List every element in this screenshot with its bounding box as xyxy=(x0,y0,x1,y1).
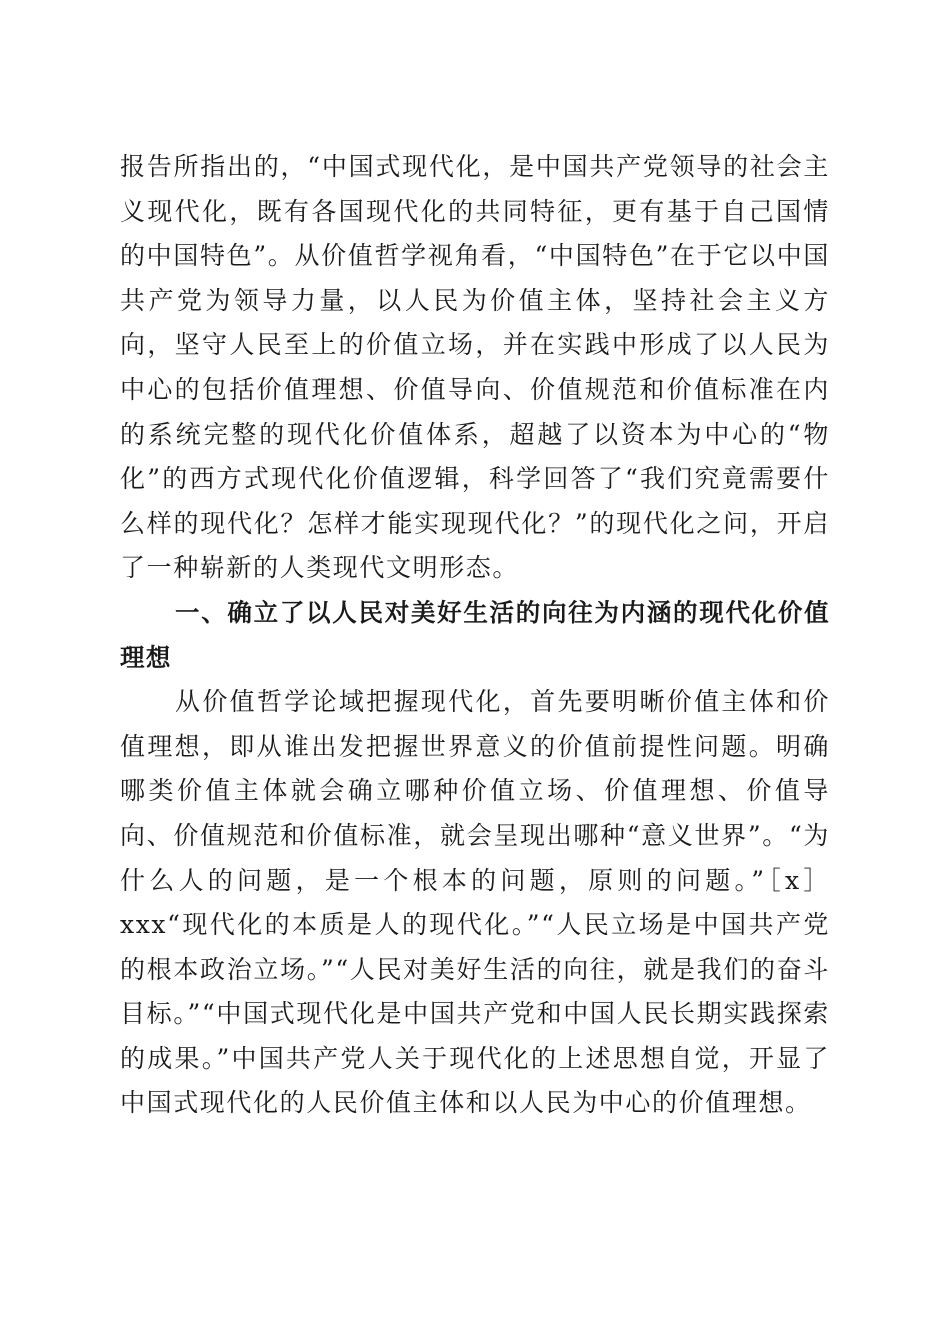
paragraph-intro-continuation: 报告所指出的，“中国式现代化，是中国共产党领导的社会主义现代化，既有各国现代化的共同特征，更有基于自己国情的中国特色”。从价值哲学视角看，“中国特色”在于它以中国共产党为领导力量，以人民为价值主体，坚持社会主义方向，坚守人民至上的价值立场，并在实践中形成了以人民为中心的包括价值理想、价值导向、价值规范和价值标准在内的系统完整的现代化价值体系，超越了以资本为中心的“物化”的西方式现代化价值逻辑，科学回答了“我们究竟需要什么样的现代化？怎样才能实现现代化？”的现代化之问，开启了一种崭新的人类现代文明形态。 xyxy=(120,152,830,583)
paragraph-section-1-body: 从价值哲学论域把握现代化，首先要明晰价值主体和价值理想，即从谁出发把握世界意义的价值前提性问题。明确哪类价值主体就会确立哪种价值立场、价值理想、价值导向、价值规范和价值标准，就会呈现出哪种“意义世界”。“为什么人的问题，是一个根本的问题，原则的问题。”［x］xxx“现代化的本质是人的现代化。”“人民立场是中国共产党的根本政治立场。”“人民对美好生活的向往，就是我们的奋斗目标。”“中国式现代化是中国共产党和中国人民长期实践探索的成果。”中国共产党人关于现代化的上述思想自觉，开显了中国式现代化的人民价值主体和以人民为中心的价值理想。 xyxy=(120,687,830,1118)
section-heading-1: 一、确立了以人民对美好生活的向往为内涵的现代化价值理想 xyxy=(120,597,830,672)
document-body xyxy=(120,145,830,1126)
